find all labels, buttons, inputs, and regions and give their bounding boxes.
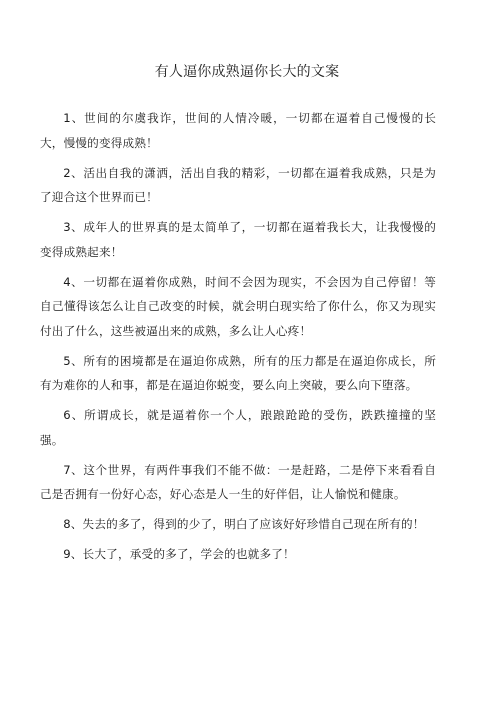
paragraph-3: 3、成年人的世界真的是太简单了，一切都在逼着我长大，让我慢慢的变得成熟起来！: [40, 220, 436, 259]
paragraph-1: 1、世间的尔虞我诈，世间的人情冷暖，一切都在逼着自己慢慢的长大，慢慢的变得成熟！: [40, 111, 436, 150]
paragraph-7: 7、这个世界，有两件事我们不能不做：一是赶路，二是停下来看看自己是否拥有一份好心态，好心态是人一生的好伴侣，让人愉悦和健康。: [40, 462, 436, 501]
document-title: 有人逼你成熟逼你长大的文案: [154, 64, 340, 80]
paragraph-9: 9、长大了，承受的多了，学会的也就多了！: [63, 547, 295, 561]
paragraph-4: 4、一切都在逼着你成熟，时间不会因为现实，不会因为自己停留！等自己懂得该怎么让自己改变的时候，就会明白现实给了你什么，你又为现实付出了什么，这些被逼出来的成熟，多么让人心疼！: [40, 274, 436, 338]
paragraph-6: 6、所谓成长，就是逼着你一个人，踉踉跄跄的受伤，跌跌撞撞的坚强。: [40, 408, 436, 447]
paragraph-2: 2、活出自我的潇洒，活出自我的精彩，一切都在逼着我成熟，只是为了迎合这个世界而已！: [40, 165, 436, 204]
paragraph-5: 5、所有的困境都是在逼迫你成熟，所有的压力都是在逼迫你成长，所有为难你的人和事，都是在逼迫你蜕变，要么向上突破，要么向下堕落。: [40, 353, 436, 392]
paragraph-8: 8、失去的多了，得到的少了，明白了应该好好珍惜自己现在所有的！: [63, 517, 425, 531]
